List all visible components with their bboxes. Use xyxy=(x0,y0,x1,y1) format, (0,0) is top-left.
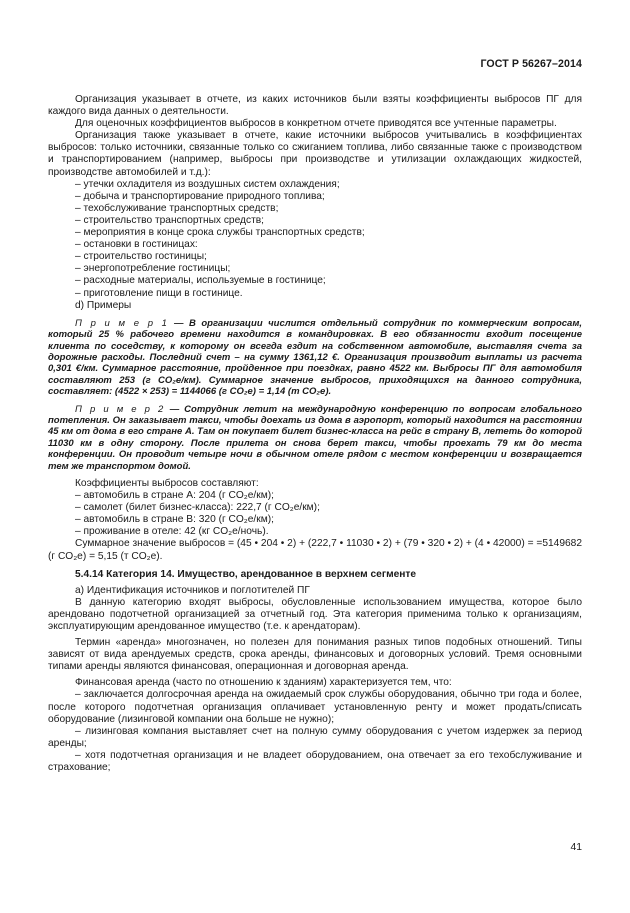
list-item: – хотя подотчетная организация и не владеет оборудованием, она отвечает за его техобслуживание и страхование; xyxy=(48,749,582,774)
coefficients-heading: Коэффициенты выбросов составляют: xyxy=(75,477,259,489)
list-item: – строительство транспортных средств; xyxy=(75,214,264,226)
list-item: – утечки охладителя из воздушных систем охлаждения; xyxy=(75,178,340,190)
list-item: – техобслуживание транспортных средств; xyxy=(75,202,279,214)
subsection-a: а) Идентификация источников и поглотителей ПГ xyxy=(75,584,310,596)
source-list xyxy=(48,179,582,300)
list-item: – энергопотребление гостиницы; xyxy=(75,263,231,275)
coefficient-item: – проживание в отеле: 42 (кг CO₂е/ночь). xyxy=(75,526,269,538)
page-body xyxy=(48,94,582,774)
paragraph: В данную категорию входят выбросы, обусловленные использованием имущества, которое было арендовано подотчетной организацией за отчетный год. Эта категория применима только к организациям, эксплуатирующим арендованное имущество (т.е. к арендаторам). xyxy=(48,596,582,632)
paragraph: Финансовая аренда (часто по отношению к зданиям) характеризуется тем, что: xyxy=(75,677,452,689)
list-item: – расходные материалы, используемые в гостинице; xyxy=(75,275,326,287)
example-1 xyxy=(48,318,582,398)
coefficient-item: – самолет (билет бизнес-класса): 222,7 (г CO₂е/км); xyxy=(75,502,320,514)
document-id: ГОСТ Р 56267–2014 xyxy=(480,58,582,70)
example-2 xyxy=(48,404,582,472)
total-emissions: Суммарное значение выбросов = (45 • 204 • 2) + (222,7 • 11030 • 2) + (79 • 320 • 2) + (4 • 42000) = =5149682 (г CO₂е) = 5,15 (т CO₂е). xyxy=(48,538,582,562)
example-1-label: П р и м е р 1 xyxy=(75,317,169,329)
page-number: 41 xyxy=(570,842,582,853)
example-2-label: П р и м е р 2 xyxy=(75,403,165,415)
list-item: – остановки в гостиницах: xyxy=(75,239,198,251)
list-item: – лизинговая компания выставляет счет на полную сумму оборудования с учетом издержек за период аренды; xyxy=(48,725,582,749)
paragraph: Организация также указывает в отчете, какие источники выбросов учитывались в коэффициентах выбросов: только источники, связанные только со сжиганием топлива, либо связанные также с производством и транспортированием (например, выбросы при производстве и утилизации охлаждающих жидкостей, производстве автомобилей и т.д.): xyxy=(48,130,582,178)
list-item: – добыча и транспортирование природного топлива; xyxy=(75,190,325,202)
coefficient-item: – автомобиль в стране А: 204 (г CO₂е/км); xyxy=(75,490,274,502)
coefficient-item: – автомобиль в стране В: 320 (г CO₂е/км); xyxy=(75,514,274,526)
list-item: – мероприятия в конце срока службы транспортных средств; xyxy=(75,227,365,239)
list-item: – заключается долгосрочная аренда на ожидаемый срок службы оборудования, обычно три года и более, после которого подотчетная организация оплачивает установленную ренту и может продать/списать оборудование (лизинговой компании она больше не нужно); xyxy=(48,689,582,725)
list-item: – строительство гостиницы; xyxy=(75,251,207,263)
examples-heading: d) Примеры xyxy=(75,299,132,311)
example-2-text: — Сотрудник летит на международную конференцию по вопросам глобального потепления. Он заказывает такси, чтобы доехать из дома в аэропорт, который находится на расстоянии 45 км от дома в его стране А. Там он покупает билет бизнес-класса на рейс в страну В, лететь до которой 11030 км в одну сторону. После прилета он снова берет такси, чтобы проехать 79 км до места конференции. Он проводит четыре ночи в обычном отеле рядом с местом конференции и возвращается тем же транспортом домой. xyxy=(48,403,583,472)
section-title: 5.4.14 Категория 14. Имущество, арендованное в верхнем сегменте xyxy=(75,568,417,580)
list-item: – приготовление пищи в гостинице. xyxy=(75,287,243,299)
paragraph: Термин «аренда» многозначен, но полезен для понимания разных типов подобных отношений. Типы зависят от вида арендуемых средств, срока аренды, финансовых и договорных условий. Тремя основными типами аренды являются финансовая, операционная и договорная аренда. xyxy=(48,637,582,673)
paragraph: Организация указывает в отчете, из каких источников были взяты коэффициенты выбросов ПГ для каждого вида данных о деятельности. xyxy=(48,94,582,118)
example-1-text: — В организации числится отдельный сотрудник по коммерческим вопросам, который 25 % рабочего времени находится в командировках. В его обязанности входит посещение клиента по соседству, к которому он всегда ездит на собственном автомобиле, выставляя счета за дорожные расходы. Последний счет – на сумму 1361,12 €. Организация производит выплаты из расчета 0,301 €/км. Суммарное расстояние, пройденное при поездках, равно 4522 км. Выбросы ПГ для автомобиля составляют 253 (г CO₂е/км). Суммарное значение выбросов, приходящихся на данного сотрудника, составляет: (4522 × 253) = 1144066 (г CO₂е) = 1,14 (т CO₂е). xyxy=(48,317,582,398)
paragraph: Для оценочных коэффициентов выбросов в конкретном отчете приводятся все учтенные параметры. xyxy=(75,118,557,130)
